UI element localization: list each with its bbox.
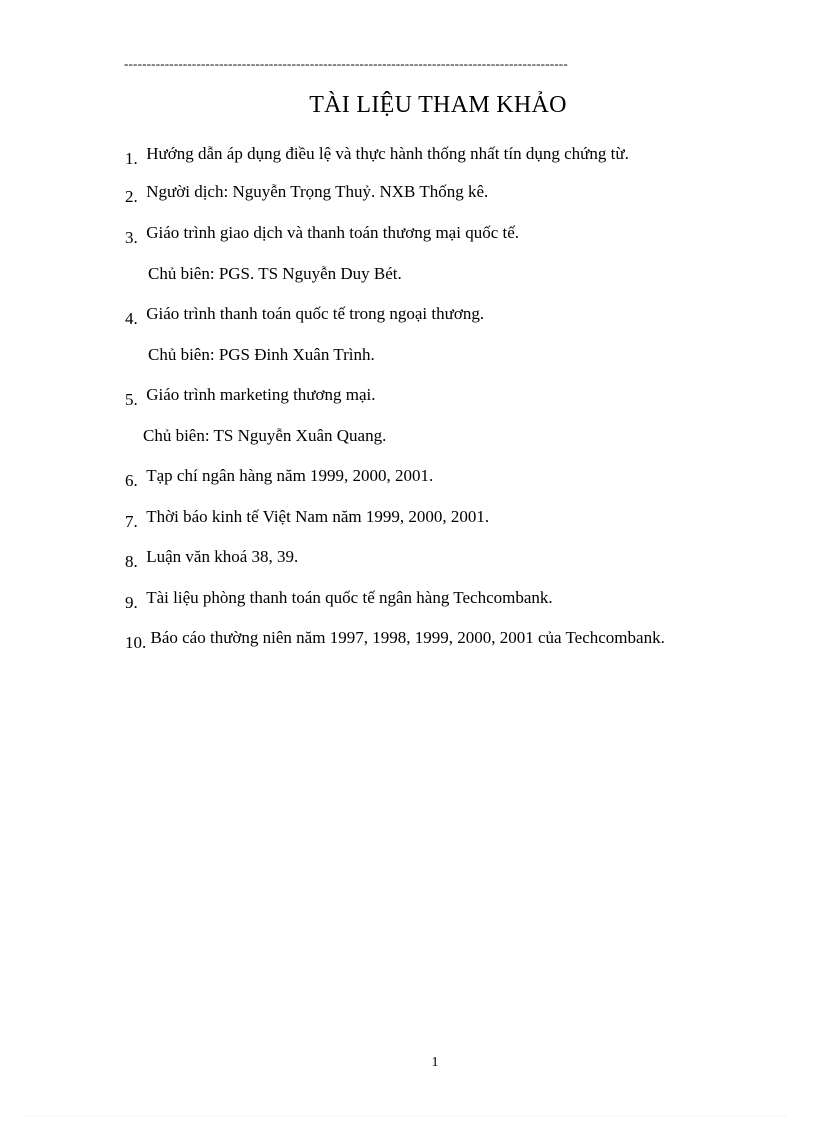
reference-4-editor: Chủ biên: PGS Đinh Xuân Trình. xyxy=(148,345,375,364)
reference-text: Thời báo kinh tế Việt Nam năm 1999, 2000, 2001. xyxy=(146,507,490,526)
reference-text: Tài liệu phòng thanh toán quốc tế ngân hàng Techcombank. xyxy=(146,588,553,607)
reference-text: Hướng dẫn áp dụng điều lệ và thực hành thống nhất tín dụng chứng từ. xyxy=(146,144,629,163)
footer-dotted-line: ............................................................................................................................................................................................... xyxy=(24,1112,788,1118)
reference-item-4 xyxy=(125,303,485,328)
reference-item-9 xyxy=(125,587,553,612)
reference-text: Giáo trình marketing thương mại. xyxy=(146,385,376,404)
reference-number: 5. xyxy=(125,390,138,409)
reference-number: 1. xyxy=(125,149,138,168)
reference-text: Giáo trình thanh toán quốc tế trong ngoại thương. xyxy=(146,304,485,323)
reference-item-1 xyxy=(125,143,629,168)
header-rule: -------------------------------------------------------------------------------------------------- xyxy=(124,56,568,71)
reference-item-3 xyxy=(125,222,520,247)
reference-text: Giáo trình giao dịch và thanh toán thương mại quốc tế. xyxy=(146,223,520,242)
page-title: TÀI LIỆU THAM KHẢO xyxy=(309,92,567,118)
reference-number: 10. xyxy=(125,633,147,652)
reference-item-2 xyxy=(125,181,489,206)
reference-text: Tạp chí ngân hàng năm 1999, 2000, 2001. xyxy=(146,466,434,485)
page-number: 1 xyxy=(431,1055,439,1070)
reference-text: Luận văn khoá 38, 39. xyxy=(146,547,299,566)
reference-number: 7. xyxy=(125,512,138,531)
reference-number: 3. xyxy=(125,228,138,247)
reference-item-10 xyxy=(125,627,665,652)
reference-5-editor: Chủ biên: TS Nguyễn Xuân Quang. xyxy=(143,426,387,445)
reference-number: 8. xyxy=(125,552,138,571)
reference-item-6 xyxy=(125,465,434,490)
reference-number: 4. xyxy=(125,309,138,328)
reference-item-5 xyxy=(125,384,376,409)
reference-text: Người dịch: Nguyễn Trọng Thuỷ. NXB Thống kê. xyxy=(146,182,489,201)
reference-3-editor: Chủ biên: PGS. TS Nguyễn Duy Bét. xyxy=(148,264,402,283)
reference-item-8 xyxy=(125,546,299,571)
reference-number: 2. xyxy=(125,187,138,206)
reference-text: Báo cáo thường niên năm 1997, 1998, 1999, 2000, 2001 của Techcombank. xyxy=(150,628,665,647)
reference-item-7 xyxy=(125,506,490,531)
reference-number: 9. xyxy=(125,593,138,612)
reference-number: 6. xyxy=(125,471,138,490)
